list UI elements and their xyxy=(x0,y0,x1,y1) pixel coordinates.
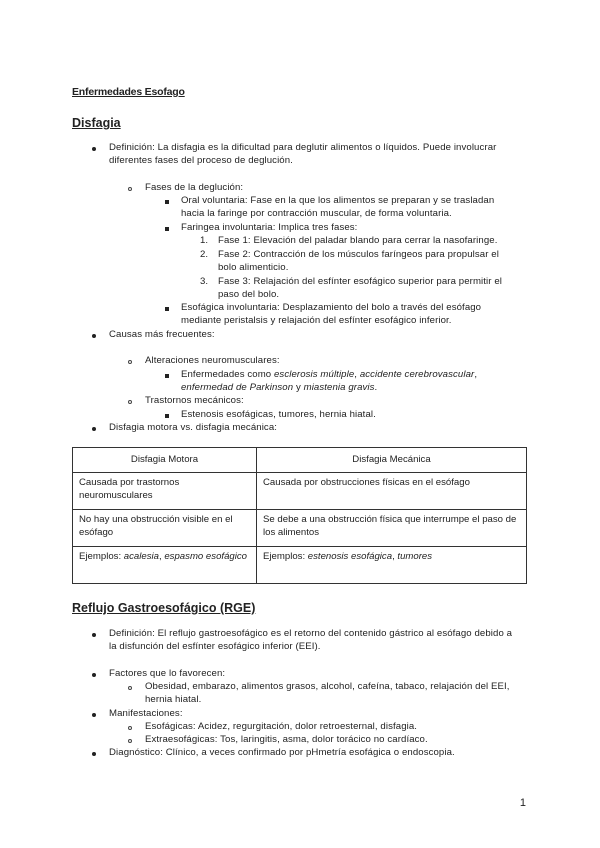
table-cell xyxy=(73,547,257,584)
table-cell: Causada por obstrucciones físicas en el esófago xyxy=(257,473,527,510)
header-mecanica: Disfagia Mecánica xyxy=(257,448,527,473)
fase-esofagica-line-2: mediante peristalsis y relajación del esfínter esofágico inferior. xyxy=(181,315,452,327)
ejemplo-acalesia: acalesia xyxy=(123,551,159,562)
numbered-1: 1. xyxy=(200,235,209,246)
section-heading-disfagia: Disfagia xyxy=(72,116,121,130)
bullet-circle xyxy=(128,726,132,730)
definition-text-1: La disfagia es la dificultad para deglutir alimentos o líquidos. Puede involucrar xyxy=(157,142,497,153)
definition-text-2: diferentes fases del proceso de deglución. xyxy=(109,155,293,167)
definition-label: Definición: xyxy=(109,142,155,153)
diagnostico-text: Diagnóstico: Clínico, a veces confirmado por pHmetría esofágica o endoscopia. xyxy=(109,747,455,758)
separator: , xyxy=(474,369,478,380)
bullet-dot xyxy=(92,752,96,756)
table-row xyxy=(73,510,527,547)
factores-label: Factores que lo favorecen: xyxy=(109,668,226,679)
manif-esofagicas: Esofágicas: Acidez, regurgitación, dolor retroesternal, disfagia. xyxy=(145,721,418,732)
separator: , xyxy=(392,551,395,562)
manif-extraesofagicas: Extraesofágicas: Tos, laringitis, asma, dolor torácico no cardíaco. xyxy=(145,734,428,745)
bullet-dot xyxy=(92,147,96,151)
bullet-circle xyxy=(128,400,132,404)
bullet-dot xyxy=(92,633,96,637)
bullet-dot xyxy=(92,427,96,431)
bullet-dot xyxy=(92,713,96,717)
fase-esofagica xyxy=(181,301,481,328)
table-cell: No hay una obstrucción visible en el esófago xyxy=(73,510,257,547)
bullet-square xyxy=(165,227,169,231)
enfermedad-esclerosis: esclerosis múltiple xyxy=(274,369,355,380)
definition-text-1: El reflujo gastroesofágico es el retorno del contenido gástrico al esófago debido a xyxy=(157,628,513,639)
fases-label: Fases de la deglución: xyxy=(145,182,244,193)
header-motora: Disfagia Motora xyxy=(73,448,257,473)
enfermedades-prefix: Enfermedades como xyxy=(181,369,272,380)
definition-text-2: la disfunción del esfínter esofágico inferior (EEI). xyxy=(109,641,321,653)
factores-line-1: Obesidad, embarazo, alimentos grasos, alcohol, cafeína, tabaco, relajación del EEI, xyxy=(145,681,510,692)
fase-3 xyxy=(218,275,502,302)
bullet-circle xyxy=(128,686,132,690)
bullet-square xyxy=(165,200,169,204)
causas-label: Causas más frecuentes: xyxy=(109,329,215,340)
bullet-circle xyxy=(128,360,132,364)
enfermedades-text xyxy=(181,368,521,395)
comparison-table xyxy=(72,447,527,584)
ejemplo-estenosis: estenosis esofágica xyxy=(307,551,393,562)
section-heading-rge: Reflujo Gastroesofágico (RGE) xyxy=(72,601,256,615)
factores-line-2: hernia hiatal. xyxy=(145,694,202,706)
table-header-row xyxy=(73,448,527,473)
fase-faringea: Faringea involuntaria: Implica tres fases: xyxy=(181,222,358,233)
disfagia-definition xyxy=(109,141,496,168)
fase-2-line-2: bolo alimenticio. xyxy=(218,262,289,274)
vs-label: Disfagia motora vs. disfagia mecánica: xyxy=(109,422,278,433)
enfermedad-miastenia: miastenia gravis xyxy=(303,382,375,394)
table-row xyxy=(73,547,527,584)
period: . xyxy=(374,382,378,394)
bullet-circle xyxy=(128,187,132,191)
table-cell: Se debe a una obstrucción física que interrumpe el paso de los alimentos xyxy=(257,510,527,547)
separator: , xyxy=(159,551,162,562)
factores-text xyxy=(145,680,510,707)
document-title: Enfermedades Esofago xyxy=(72,86,185,98)
fase-oral-line-1: Oral voluntaria: Fase en la que los alimentos se preparan y se trasladan xyxy=(181,195,495,206)
table-row xyxy=(73,473,527,510)
bullet-circle xyxy=(128,739,132,743)
bullet-square xyxy=(165,414,169,418)
numbered-2: 2. xyxy=(200,249,209,260)
bullet-dot xyxy=(92,334,96,338)
numbered-3: 3. xyxy=(200,276,209,287)
separator: , xyxy=(354,369,358,380)
manifestaciones-label: Manifestaciones: xyxy=(109,708,183,719)
ejemplos-label: Ejemplos: xyxy=(79,551,122,562)
trastornos-text: Estenosis esofágicas, tumores, hernia hiatal. xyxy=(181,409,376,420)
alteraciones-label: Alteraciones neuromusculares: xyxy=(145,355,280,366)
enfermedad-acv: accidente cerebrovascular xyxy=(359,369,475,380)
fase-oral xyxy=(181,194,494,221)
table-cell: Causada por trastornos neuromusculares xyxy=(73,473,257,510)
ejemplo-tumores: tumores xyxy=(397,551,433,562)
bullet-square xyxy=(165,374,169,378)
table-cell xyxy=(257,547,527,584)
separator: y xyxy=(295,382,301,394)
enfermedad-parkinson: enfermedad de Parkinson xyxy=(181,382,294,394)
fase-3-line-2: paso del bolo. xyxy=(218,289,280,301)
fase-2-line-1: Fase 2: Contracción de los músculos faríngeos para propulsar el xyxy=(218,249,499,260)
page-number: 1 xyxy=(519,797,526,809)
fase-1: Fase 1: Elevación del paladar blando para cerrar la nasofaringe. xyxy=(218,235,498,246)
ejemplos-label: Ejemplos: xyxy=(263,551,306,562)
fase-oral-line-2: hacia la faringe por contracción muscular, de forma voluntaria. xyxy=(181,208,452,220)
bullet-dot xyxy=(92,673,96,677)
fase-esofagica-line-1: Esofágica involuntaria: Desplazamiento del bolo a través del esófago xyxy=(181,302,482,313)
ejemplo-espasmo: espasmo esofágico xyxy=(164,551,248,562)
fase-2 xyxy=(218,248,499,275)
trastornos-label: Trastornos mecánicos: xyxy=(145,395,244,406)
bullet-square xyxy=(165,307,169,311)
rge-definition xyxy=(109,627,512,654)
fase-3-line-1: Fase 3: Relajación del esfínter esofágico superior para permitir el xyxy=(218,276,502,287)
definition-label: Definición: xyxy=(109,628,155,639)
